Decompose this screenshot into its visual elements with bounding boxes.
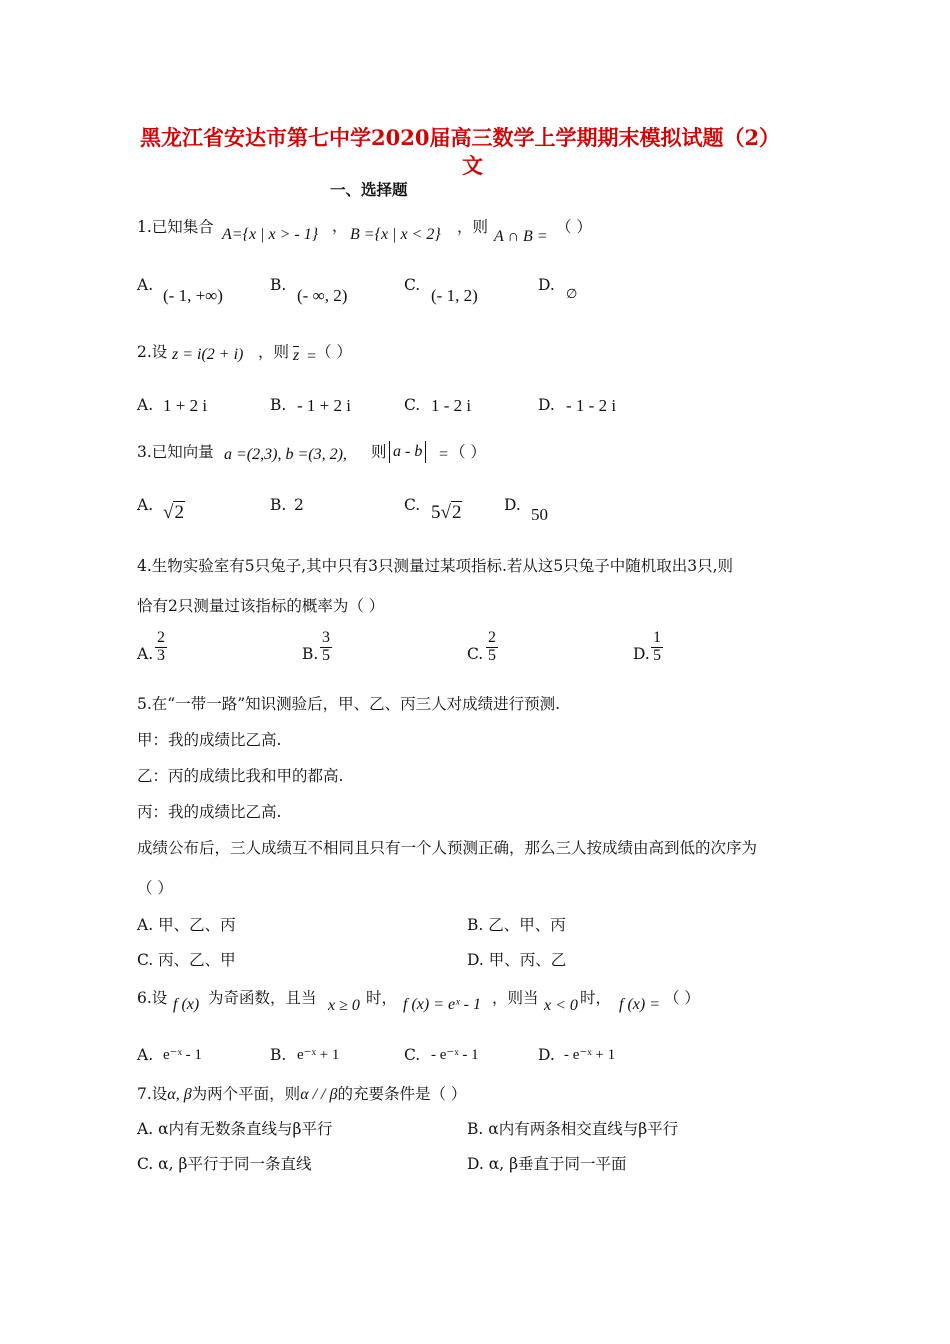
q5-line6: （ ） (137, 879, 173, 897)
q6-ask: f (x) = (619, 996, 660, 1013)
q3-option-a: √2 (163, 502, 184, 523)
q7-option-d (467, 1152, 627, 1174)
q5-line5: 成绩公布后，三人成绩互不相同且只有一个人预测正确，那么三人按成绩由高到低的次序为 (137, 839, 758, 857)
q5-option-b (467, 913, 566, 935)
q6-odd: 为奇函数，且当 (208, 989, 317, 1007)
q6-condition-1: x ≥ 0 (328, 997, 360, 1014)
q4-option-c (486, 630, 498, 665)
q1-option-b-label: B. (270, 276, 287, 294)
q6-answer-paren: （ ） (664, 989, 700, 1007)
q7-option-c (137, 1152, 311, 1174)
q5-option-b-text: 乙、甲、丙 (488, 916, 566, 934)
q7-option-a-label: A. (137, 1120, 154, 1138)
document-title-line2: 文 (462, 153, 483, 178)
q6-condition-2: x < 0 (544, 997, 578, 1014)
q4-option-c-num: 2 (488, 629, 496, 646)
q3-option-c: 5√2 (431, 502, 462, 523)
q7-option-a (137, 1117, 333, 1139)
q6-when: 时， (366, 989, 398, 1007)
q4-line1: 4.生物实验室有5只兔子,其中只有3只测量过某项指标.若从这5只兔子中随机取出3只,则 (137, 557, 734, 575)
q4-option-a-den: 3 (157, 646, 165, 664)
q1-option-b: (- ∞, 2) (297, 286, 348, 305)
q5-line4: 丙：我的成绩比乙高. (137, 803, 282, 821)
q4-option-b-label: B. (302, 645, 319, 663)
q6-then: ，则当 (492, 989, 539, 1007)
q3-option-b-label: B. (270, 496, 287, 514)
q4-option-c-den: 5 (488, 646, 496, 664)
q2-option-d: - 1 - 2 i (566, 396, 617, 415)
q2-then: ，则 (258, 343, 290, 361)
q4-option-b-den: 5 (322, 646, 330, 664)
q5-line3: 乙：丙的成绩比我和甲的都高. (137, 767, 344, 785)
q7-tail: 的充要条件是（ ） (337, 1085, 467, 1103)
q5-option-c-text: 丙、乙、甲 (158, 951, 236, 969)
q2-option-a-label: A. (137, 396, 154, 414)
q6-stem: 6.设 (137, 989, 168, 1007)
q4-option-b-num: 3 (322, 629, 330, 646)
q5-option-c (137, 948, 236, 970)
q4-option-d-num: 1 (653, 629, 661, 646)
q2-z-letter: z (293, 347, 300, 364)
q5-option-c-label: C. (137, 951, 154, 969)
q1-expression: A ∩ B = (494, 228, 548, 245)
q1-set-a: A={x | x > - 1} (222, 226, 319, 243)
q5-option-a-text: 甲、乙、丙 (158, 916, 236, 934)
q5-option-a-label: A. (137, 916, 154, 934)
q7-stem-line (137, 1082, 466, 1104)
q5-line1: 5.在“一带一路”知识测验后，甲、乙、丙三人对成绩进行预测. (137, 695, 561, 713)
q2-answer-paren: （ ） (316, 343, 352, 361)
q3-option-a-label: A. (137, 496, 154, 514)
q2-option-b: - 1 + 2 i (297, 396, 351, 415)
q1-then: ，则 (457, 218, 489, 236)
q2-equation: z = i(2 + i) (172, 346, 244, 363)
q1-option-c-label: C. (404, 276, 421, 294)
q7-stem: 7.设 (137, 1085, 168, 1103)
q2-equals: = (306, 348, 317, 365)
q6-option-b: e⁻ˣ + 1 (297, 1047, 340, 1063)
q4-option-a-num: 2 (157, 629, 165, 646)
q2-stem: 2.设 (137, 343, 168, 361)
q1-answer-paren: （ ） (556, 218, 592, 236)
q6-when-2: 时， (580, 989, 612, 1007)
q7-option-d-label: D. (467, 1155, 484, 1173)
q6-f-of-x: f (x) (173, 996, 200, 1013)
q1-comma: ， (332, 217, 348, 235)
q3-norm (389, 441, 426, 463)
q4-option-d-label: D. (633, 645, 650, 663)
q6-option-a: e⁻ˣ - 1 (163, 1047, 202, 1063)
section-heading: 一、选择题 (330, 180, 408, 199)
q1-option-d-label: D. (538, 276, 555, 294)
q1-option-d: ∅ (566, 286, 578, 301)
q3-option-d-label: D. (504, 496, 521, 514)
q3-then: 则 (371, 443, 387, 461)
q1-stem: 1.已知集合 (137, 218, 214, 236)
q7-option-c-label: C. (137, 1155, 154, 1173)
q5-option-d-text: 甲、丙、乙 (488, 951, 567, 969)
q7-alpha-beta: α, β (167, 1086, 192, 1103)
q3-option-c-label: C. (404, 496, 421, 514)
q2-option-c-label: C. (404, 396, 421, 414)
q1-option-a-label: A. (137, 276, 154, 294)
q6-option-c: - e⁻ˣ - 1 (431, 1047, 479, 1063)
q6-option-d: - e⁻ˣ + 1 (564, 1047, 616, 1063)
q6-option-c-label: C. (404, 1046, 421, 1064)
q2-option-a: 1 + 2 i (163, 396, 208, 415)
q3-norm-expr: a - b (393, 443, 423, 460)
document-title-line1: 黑龙江省安达市第七中学2020届高三数学上学期期末模拟试题（2） (140, 125, 781, 150)
q3-option-b: 2 (294, 496, 304, 514)
q2-option-d-label: D. (538, 396, 555, 414)
q1-option-c: (- 1, 2) (431, 286, 478, 305)
q7-option-b (467, 1117, 678, 1139)
q1-option-a: (- 1, +∞) (163, 286, 223, 305)
q7-option-b-label: B. (467, 1120, 484, 1138)
q2-option-c: 1 - 2 i (431, 396, 472, 415)
q4-line2: 恰有2只测量过该指标的概率为（ ） (137, 597, 385, 615)
q1-set-b: B ={x | x < 2} (350, 226, 441, 243)
q5-option-d-label: D. (467, 951, 484, 969)
q7-mid: 为两个平面，则 (191, 1085, 301, 1103)
q6-option-a-label: A. (137, 1046, 154, 1064)
q4-option-a (155, 630, 167, 665)
q7-option-a-text: α内有无数条直线与β平行 (158, 1120, 333, 1138)
q7-option-b-text: α内有两条相交直线与β平行 (488, 1120, 679, 1138)
q3-equals: = (438, 446, 449, 463)
q5-line2: 甲：我的成绩比乙高. (137, 731, 282, 749)
q3-answer-paren: （ ） (450, 443, 486, 461)
q4-option-b (320, 630, 332, 665)
q4-option-d-den: 5 (653, 646, 661, 664)
q4-option-d (651, 630, 663, 665)
q2-z-conjugate (293, 346, 299, 365)
q5-option-b-label: B. (467, 916, 484, 934)
q7-option-d-text: α, β垂直于同一平面 (488, 1155, 627, 1173)
q7-parallel: α / / β (300, 1086, 338, 1103)
q5-option-a (137, 913, 236, 935)
q3-option-c-coef: 5 (431, 502, 441, 523)
q6-option-d-label: D. (538, 1046, 555, 1064)
q6-option-b-label: B. (270, 1046, 287, 1064)
q3-vectors: a =(2,3), b =(3, 2), (224, 446, 347, 463)
q3-option-c-radicand: 2 (451, 502, 462, 523)
q4-option-c-label: C. (467, 645, 484, 663)
q7-option-c-text: α, β平行于同一条直线 (158, 1155, 312, 1173)
q2-option-b-label: B. (270, 396, 287, 414)
q6-definition: f (x) = eˣ - 1 (403, 996, 481, 1013)
q3-stem: 3.已知向量 (137, 443, 214, 461)
q4-option-a-label: A. (137, 645, 154, 663)
q3-option-a-radicand: 2 (174, 502, 184, 523)
q3-option-d: 50 (531, 505, 548, 524)
q5-option-d (467, 948, 566, 970)
